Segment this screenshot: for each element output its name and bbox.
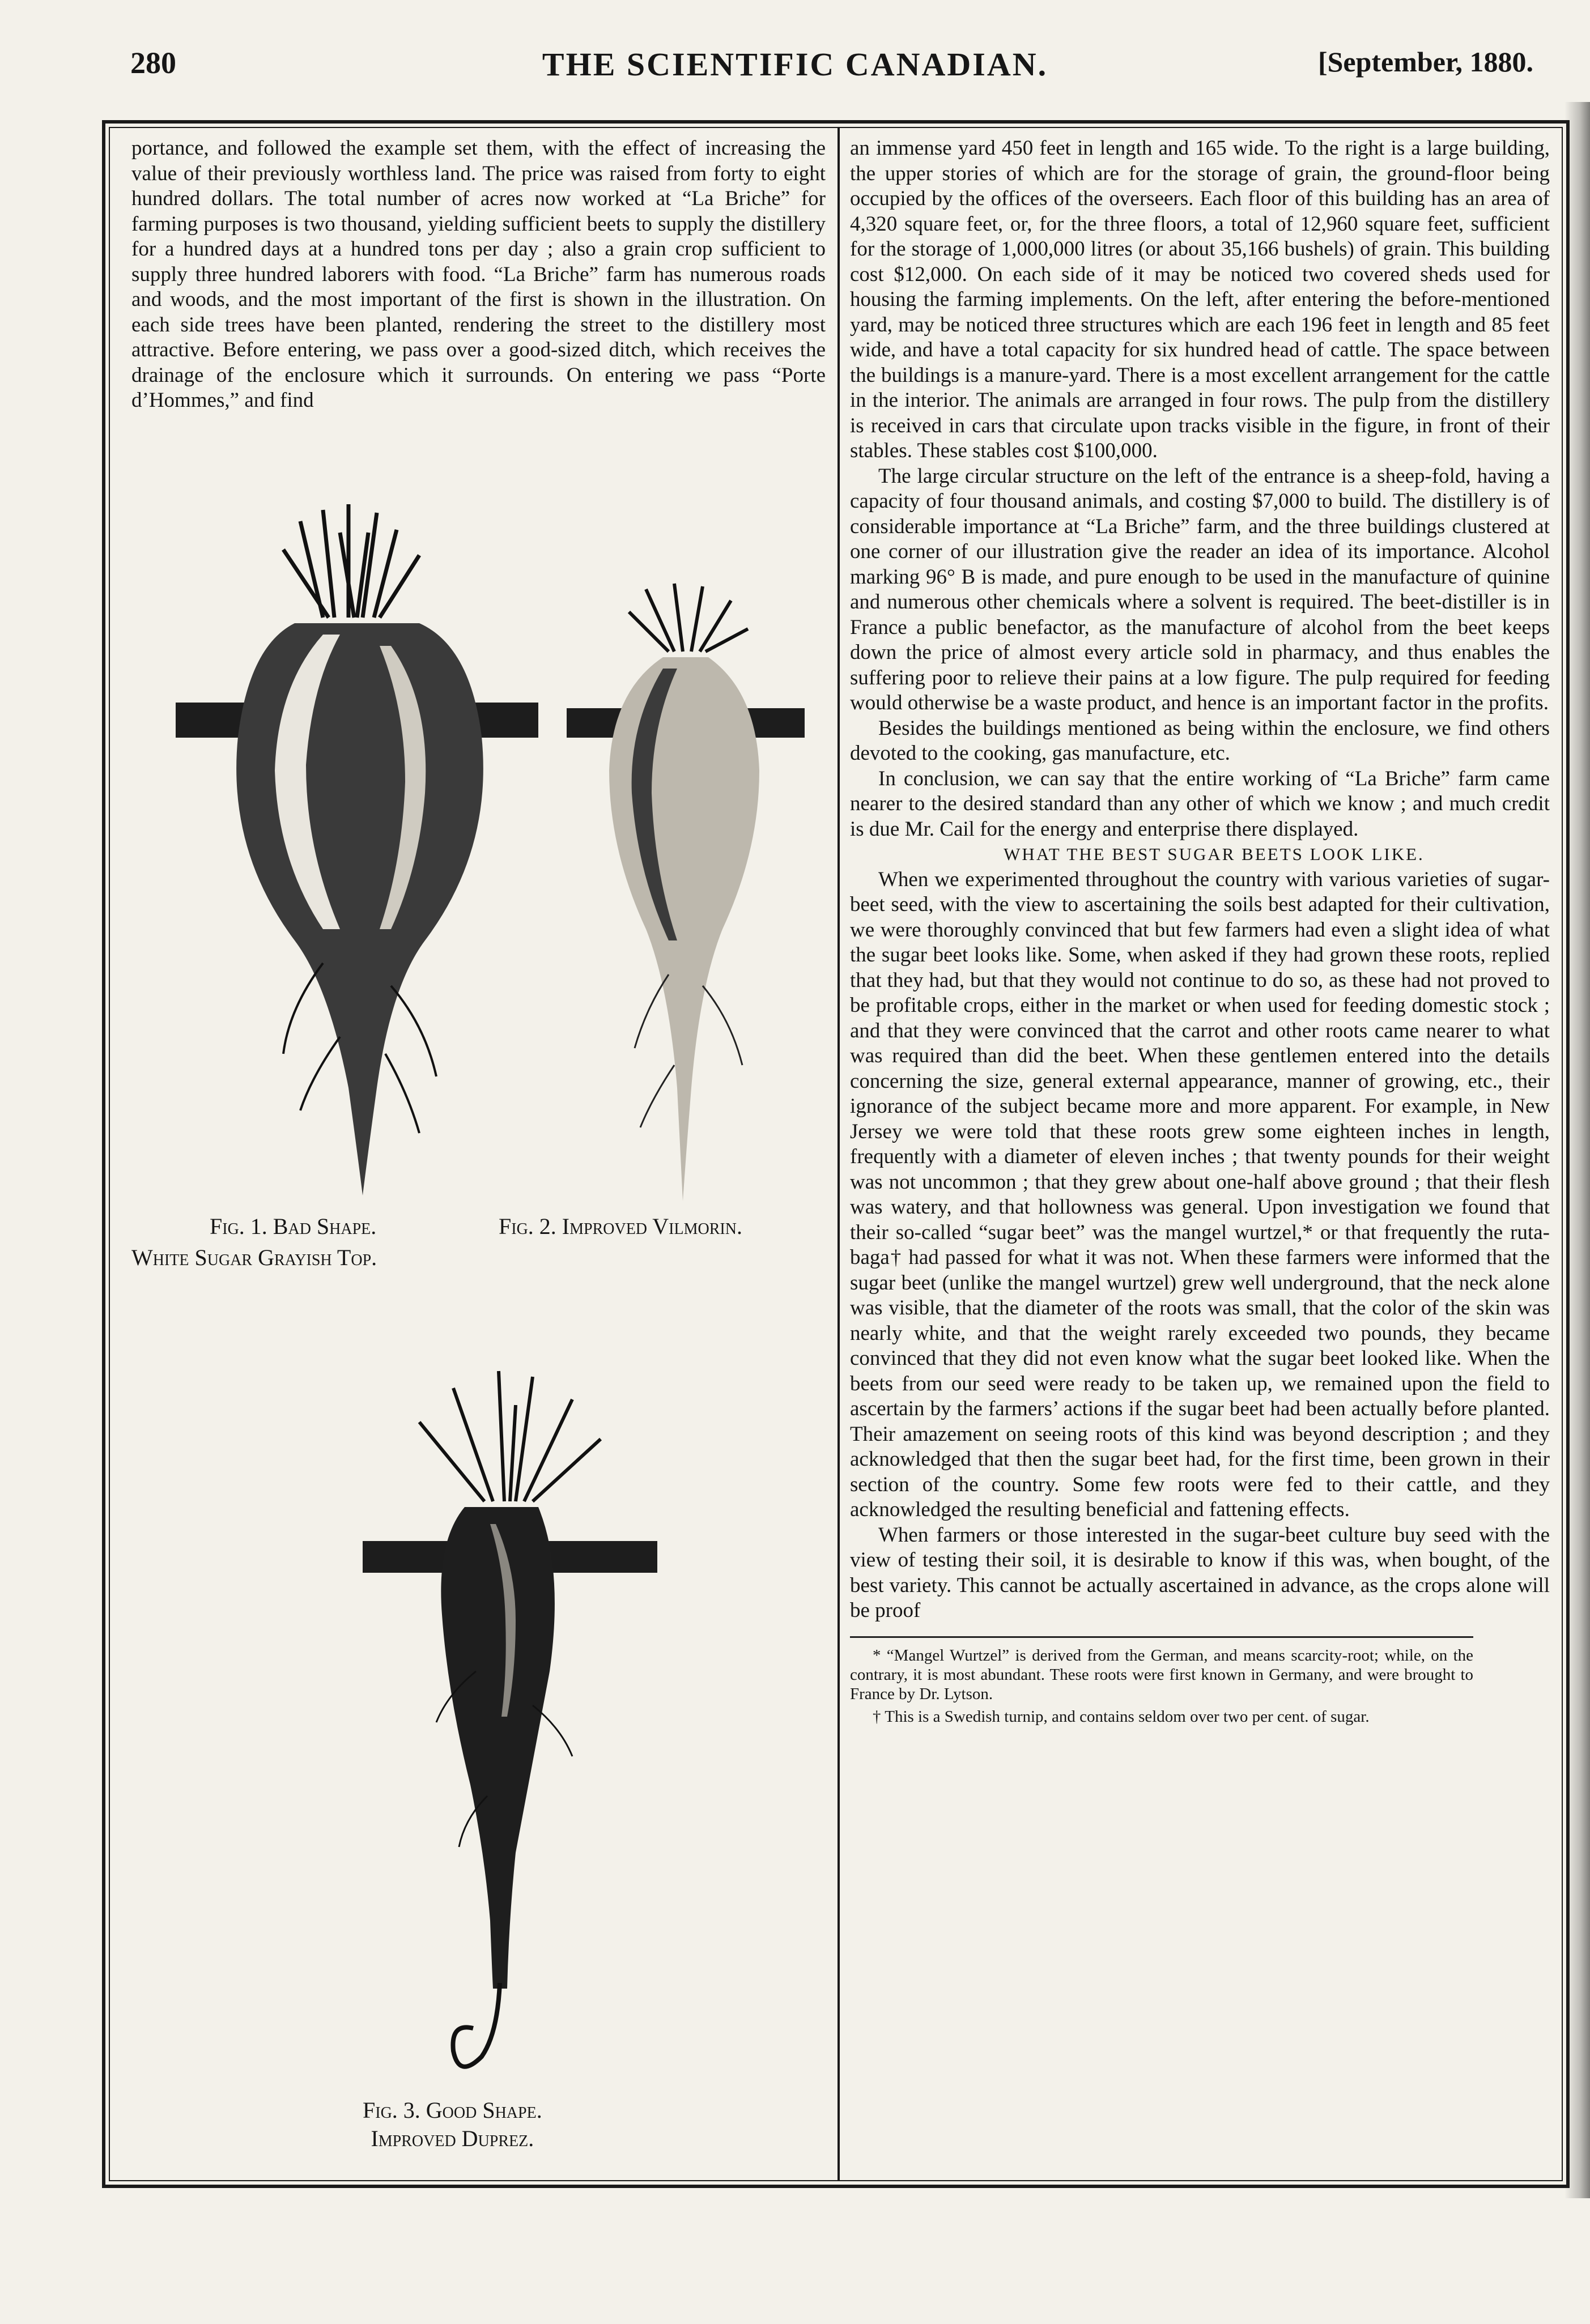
figure-3-caption-line-2: Improved Duprez.: [371, 2126, 534, 2151]
left-column: [131, 136, 826, 414]
right-paragraph: Besides the buildings mentioned as being within the enclosure, we find others devoted to the cooking, gas manufacture, etc.: [850, 716, 1550, 765]
footnotes: [850, 1636, 1473, 1726]
figure-3-caption: [363, 2096, 542, 2153]
figure-1-caption-continued: [131, 1244, 377, 1272]
figure-2-caption: [499, 1212, 742, 1241]
figure-2-beet-illustration: [561, 578, 810, 1207]
figure-3-caption-line-1: Fig. 3. Good Shape.: [363, 2097, 542, 2123]
journal-title: THE SCIENTIFIC CANADIAN.: [542, 46, 1048, 83]
figure-2-caption-line: Fig. 2. Improved Vilmorin.: [499, 1214, 742, 1239]
footnote: * “Mangel Wurtzel” is derived from the German, and means scarcity-root; while, on the contrary, it is most abundant. These roots were first known in Germany, and were brought to France by Dr. Lytson.: [850, 1646, 1473, 1703]
right-paragraph: When we experimented throughout the country with various varieties of sugar-beet seed, with the view to ascertaining the soils best adapted for their cultivation, we were thoroughly convinced that but few farmers had even a slight idea of what the sugar beet looks like. Some, when asked if they had grown these roots, replied that they had, but that they would not continue to do so, as these had not proved to be profitable crops, either in the market or when used for feeding domestic stock ; and that they were convinced that the carrot and other roots came nearer to what was required than did the beet. When these gentlemen entered into the details concerning the size, general external appearance, manner of growing, etc., their ignorance of the subject became more and more apparent. For example, in New Jersey we were told that these roots grew some eighteen inches in length, frequently with a diameter of eleven inches ; that twenty pounds for their weight was not uncommon ; that they grew about one-half above ground ; that their flesh was watery, and that hollowness was general. Upon investigation we found that their so-called “sugar beet” was the mangel wurtzel,* or that frequently the ruta-baga† had passed for what it was not. When these farmers were informed that the sugar beet (unlike the mangel wurtzel) grew well underground, that the neck alone was visible, that the diameter of the roots was small, that the color of the skin was nearly white, and that the weight rarely exceeded two pounds, they became convinced that they did not even know what the sugar beet looked like. When the beets from our seed were ready to be taken up, we remained upon the field to ascertain by the farmers’ actions if the sugar beet had been actually before planted. Their amazement on seeing roots of this kind was beyond description ; and they acknowledged that then the sugar beet had, for the first time, been grown in their section of the country. Some few roots were fed to their cattle, and they acknowledged the resulting beneficial and fattening effects.: [850, 867, 1550, 1521]
right-paragraph: The large circular structure on the left of the entrance is a sheep-fold, having a capacity of four thousand animals, and costing $7,000 to build. The distillery is of considerable importance at “La Briche” farm, and the three buildings clustered at one corner of our illustration give the reader an idea of its importance. Alcohol marking 96° B is made, and pure enough to be used in the manufacture of quinine and numerous other chemicals where a solvent is required. The beet-distiller is in France a public benefactor, as the manufacture of alcohol from the beet keeps down the price of almost every article sold in pharmacy, and thus enables the suffering poor to relieve their pains at a low figure. The pulp required for feeding would otherwise be a waste product, and hence is an important factor in the profits.: [850, 464, 1550, 714]
right-paragraph: When farmers or those interested in the sugar-beet culture buy seed with the view of testing their soil, it is desirable to know if this was, when bought, of the best variety. This cannot be actually ascertained in advance, as the crops alone will be proof: [850, 1523, 1550, 1622]
figure-1-caption: [210, 1212, 376, 1241]
right-paragraph: an immense yard 450 feet in length and 165 wide. To the right is a large building, the upper stories of which are for the storage of grain, the ground-floor being occupied by the offices of the overseers. Each floor of this building has an area of 4,320 square feet, or, for the three floors, a total of 12,960 square feet, sufficient for the storage of 1,000,000 litres (or about 35,166 bushels) of grain. This building cost $12,000. On each side of it may be noticed two covered sheds used for housing the farming implements. On the left, after entering the before-mentioned yard, may be noticed three structures which are each 196 feet in length and 85 feet wide, and have a total capacity for six hundred head of cattle. The space between the buildings is a manure-yard. There is a most excellent arrangement for the cattle in the interior. The animals are arranged in four rows. The pulp from the distillery is received in cars that circulate upon tracks visible in the figure, in front of their stables. These stables cost $100,000.: [850, 137, 1550, 462]
figure-1-beet-illustration: [153, 499, 561, 1207]
page-header: [0, 45, 1590, 96]
figure-1-caption-line-1: Fig. 1. Bad Shape.: [210, 1214, 377, 1239]
section-heading: WHAT THE BEST SUGAR BEETS LOOK LIKE.: [1004, 844, 1425, 864]
issue-date: [September, 1880.: [1317, 46, 1533, 78]
figure-1-caption-line-2: White Sugar Grayish Top.: [131, 1245, 377, 1270]
column-divider: [837, 127, 840, 2181]
footnote: † This is a Swedish turnip, and contains seldom over two per cent. of sugar.: [873, 1707, 1370, 1726]
page-number: 280: [130, 46, 176, 80]
right-column: [850, 136, 1550, 1730]
right-paragraph: In conclusion, we can say that the entire working of “La Briche” farm came nearer to the desired standard than any other of which we know ; and much credit is due Mr. Cail for the energy and enterprise there displayed.: [850, 767, 1550, 841]
left-paragraph: portance, and followed the example set them, with the effect of increasing the value of their previously worthless land. The price was raised from forty to eight hundred dollars. The total number of acres now worked at “La Briche” for farming purposes is two thousand, yielding sufficient beets to supply the distillery for a hundred days at a hundred tons per day ; also a grain crop sufficient to supply three hundred laborers with food. “La Briche” farm has numerous roads and woods, and the most important of the first is shown in the illustration. On each side trees have been planted, rendering the street to the distillery most attractive. Before entering, we pass over a good-sized ditch, which receives the drainage of the enclosure which it surrounds. On entering we pass “Porte d’Hommes,” and find: [131, 137, 826, 412]
figure-3-beet-illustration: [351, 1354, 669, 2091]
